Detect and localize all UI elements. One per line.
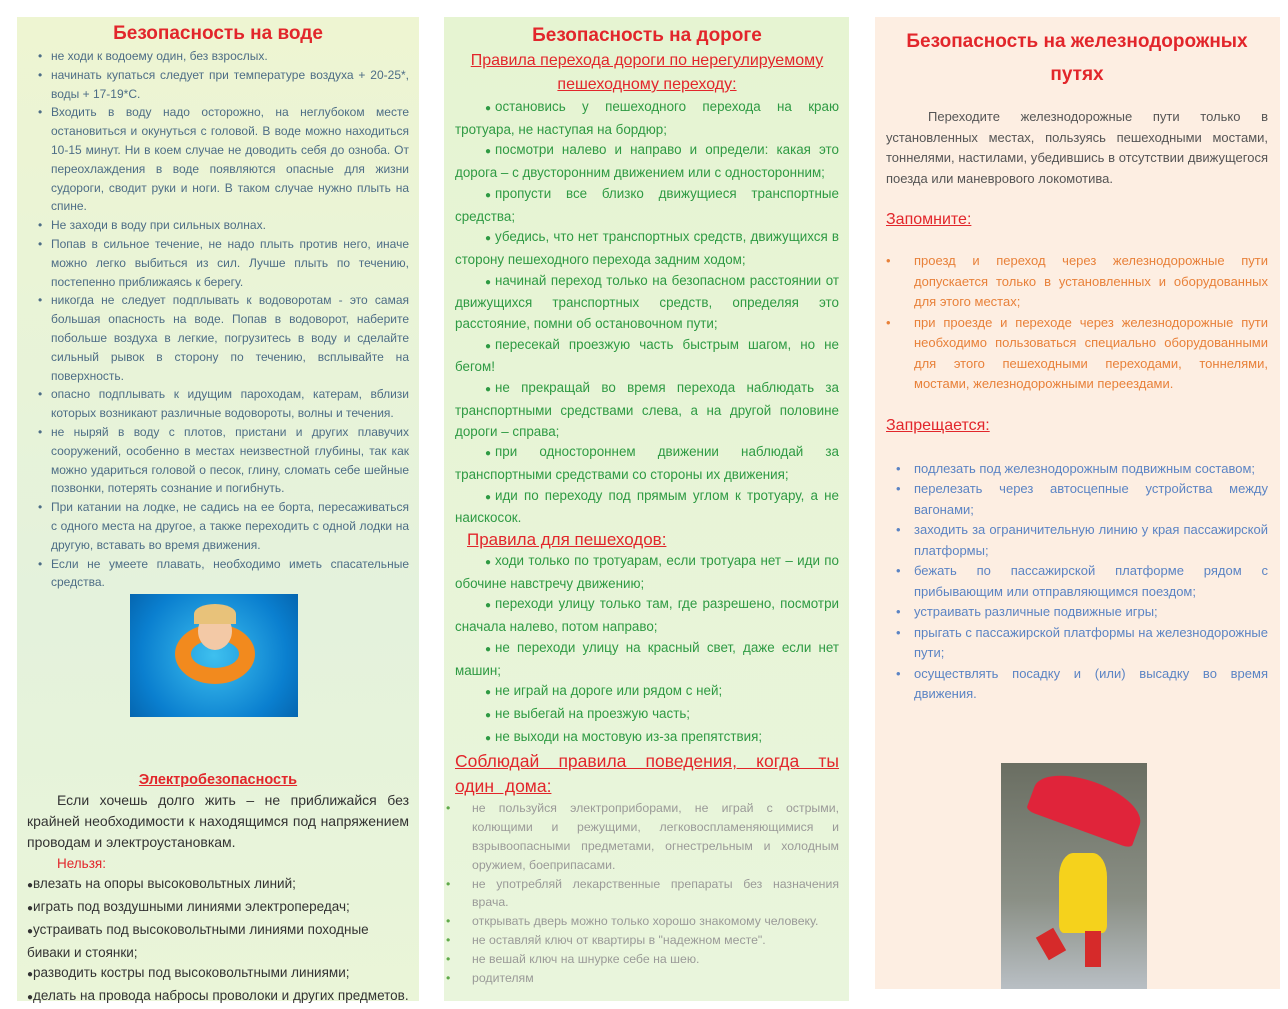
bullet-icon: ● bbox=[484, 709, 491, 721]
crossing-rule bbox=[455, 442, 839, 485]
electric-intro: Если хочешь долго жить – не приближайся без крайней необходимости к находящимся под напряжением проводам и электроустановкам. bbox=[27, 792, 409, 851]
home-alone-rule bbox=[446, 969, 839, 988]
bullet-icon: ● bbox=[484, 643, 491, 655]
home-alone-rule bbox=[446, 912, 839, 931]
rail-forbidden-list bbox=[886, 459, 1268, 705]
electric-rule bbox=[27, 897, 409, 920]
pedestrian-rule bbox=[455, 727, 839, 750]
list-item-text: открывать дверь можно только хорошо знакомому человеку. bbox=[472, 914, 819, 929]
crossing-rule bbox=[455, 335, 839, 378]
pedestrian-rule bbox=[455, 551, 839, 594]
bullet-icon: ● bbox=[27, 969, 34, 981]
water-rules-list bbox=[27, 47, 409, 592]
bullet-icon: ● bbox=[27, 880, 34, 892]
list-item-text: бежать по пассажирской платформе рядом с прибывающим или отправляющимся поездом; bbox=[914, 563, 1268, 599]
rail-title: Безопасность на железнодорожных путях bbox=[906, 31, 1248, 85]
list-item-text: не переходи улицу на красный свет, даже если нет машин; bbox=[455, 639, 839, 678]
bullet-icon: ● bbox=[484, 448, 491, 460]
list-item-text: ходи только по тротуарам, если тротуара нет – иди по обочине навстречу движению; bbox=[455, 553, 839, 591]
home-alone-rule bbox=[446, 875, 839, 913]
list-item-text: делать на провода набросы проволоки и других предметов. bbox=[33, 988, 409, 1004]
list-item-text: не оставляй ключ от квартиры в "надежном месте". bbox=[472, 932, 766, 947]
girl-with-umbrella-image bbox=[1001, 763, 1147, 989]
home-alone-rules-list bbox=[446, 799, 839, 987]
home-alone-rule bbox=[446, 950, 839, 969]
list-item-text: никогда не следует подплывать к водоворотам - это самая большая опасность на воде. Попав в водоворот, наберите побольше воздуха в легкие, погрузитесь в воду и сделайте сильный рывок в сторону по течению, всплывайте на поверхность. bbox=[51, 293, 409, 383]
bullet-icon: ● bbox=[484, 103, 491, 114]
rail-remember-item bbox=[886, 313, 1268, 395]
list-item-text: при проезде и переходе через железнодорожные пути необходимо пользоваться специально оборудованными для этого пешеходными переходами, тоннелями, мостами, железнодорожными переездами. bbox=[914, 314, 1268, 391]
list-item-text: разводить костры под высоковольтными линиями; bbox=[33, 965, 350, 981]
home-alone-rule bbox=[446, 799, 839, 874]
rail-forbidden-item bbox=[896, 479, 1268, 520]
road-subtitle-home-alone: Соблюдай правила поведения, когда ты один дома: bbox=[455, 751, 839, 797]
bullet-icon: ● bbox=[27, 992, 34, 1004]
list-item-text: осуществлять посадку и (или) высадку во время движения. bbox=[914, 665, 1268, 701]
swimming-child-image bbox=[130, 594, 298, 717]
electric-rule bbox=[27, 963, 409, 986]
list-item-text: пересекай проезжую часть быстрым шагом, но не бегом! bbox=[455, 336, 839, 375]
home-alone-rule bbox=[446, 931, 839, 950]
rail-intro: Переходите железнодорожные пути только в установленных местах, пользуясь пешеходными мостами, тоннелями, настилами, убедившись в отсутствии движущегося поезда или маневрового локомотива. bbox=[886, 109, 1268, 186]
list-item-text: не прекращай во время перехода наблюдать за транспортными средствами слева, а на другой половине дороги – справа; bbox=[455, 380, 839, 439]
water-rule bbox=[27, 66, 409, 104]
list-item-text: не употребляй лекарственные препараты без назначения врача. bbox=[472, 876, 839, 910]
water-rule bbox=[27, 423, 409, 498]
pedestrian-rule bbox=[455, 638, 839, 681]
list-item-text: проезд и переход через железнодорожные пути допускается только в установленных и оборудованных для этого местах; bbox=[914, 253, 1268, 309]
list-item-text: опасно подплывать к идущим пароходам, катерам, вблизи которых возникают различные водовороты, волны и течения. bbox=[51, 387, 409, 421]
list-item-text: подлезать под железнодорожным подвижным составом; bbox=[914, 460, 1255, 476]
rail-forbidden-item bbox=[896, 623, 1268, 664]
list-item-text: убедись, что нет транспортных средств, движущихся в сторону пешеходного перехода задним ходом; bbox=[455, 229, 839, 267]
list-item-text: остановись у пешеходного перехода на краю тротуара, не наступая на бордюр; bbox=[455, 99, 839, 137]
rail-forbidden-item bbox=[896, 520, 1268, 561]
water-rule bbox=[27, 216, 409, 235]
road-safety-column bbox=[444, 17, 849, 1001]
pedestrian-rules-list bbox=[455, 551, 839, 749]
list-item-text: не ходи к водоему один, без взрослых. bbox=[51, 49, 268, 63]
water-title: Безопасность на воде bbox=[113, 23, 323, 44]
water-safety-column bbox=[17, 17, 419, 1004]
rail-remember-item bbox=[886, 251, 1268, 313]
rail-forbidden-item bbox=[896, 561, 1268, 602]
crossing-rule bbox=[455, 227, 839, 270]
road-subtitle-pedestrians: Правила для пешеходов: bbox=[467, 530, 667, 550]
list-item-text: начинать купаться следует при температуре воздуха + 20-25*, воды + 17-19*С. bbox=[51, 67, 409, 101]
water-rule bbox=[27, 498, 409, 554]
bullet-icon: ● bbox=[484, 491, 491, 503]
list-item-text: не выходи на мостовую из-за препятствия; bbox=[495, 728, 763, 744]
rail-remember-label: Запомните: bbox=[886, 211, 972, 228]
list-item-text: посмотри налево и направо и определи: какая это дорога – с двусторонним движением или с односторонним; bbox=[455, 142, 839, 181]
crossing-rule bbox=[455, 184, 839, 227]
bullet-icon: ● bbox=[484, 384, 491, 396]
electric-rules-list bbox=[27, 874, 409, 1009]
rail-forbidden-label: Запрещается: bbox=[886, 416, 990, 434]
list-item-text: Не заходи в воду при сильных волнах. bbox=[51, 218, 266, 233]
rail-forbidden-item bbox=[896, 602, 1268, 623]
list-item-text: не ныряй в воду с плотов, пристани и других плавучих сооружений, особенно в местах неизвестной глубины, так как можно удариться головой о песок, глину, сломать себе шейные позвонки, потерять сознание и погибнуть. bbox=[51, 424, 409, 496]
list-item-text: устраивать различные подвижные игры; bbox=[914, 604, 1158, 619]
water-rule bbox=[27, 47, 409, 66]
bullet-icon: ● bbox=[484, 276, 491, 288]
list-item-text: начинай переход только на безопасном расстоянии от движущихся транспортных средств, определяя это расстояние, помни об остановочном пути; bbox=[455, 272, 839, 332]
road-subtitle-crossing: Правила перехода дороги по нерегулируемому пешеходному переходу: bbox=[470, 52, 824, 93]
list-item-text: влезать на опоры высоковольтных линий; bbox=[33, 876, 296, 892]
list-item-text: Попав в сильное течение, не надо плыть против него, иначе можно легко выбиться из сил. Лучше плыть по течению, постепенно приближаясь к берегу. bbox=[51, 236, 409, 289]
rail-forbidden-item bbox=[896, 664, 1268, 705]
crossing-rule bbox=[455, 486, 839, 529]
list-item-text: При катании на лодке, не садись на ее борта, пересаживаться с одного места на другое, а также переходить с одной лодки на другую, вставать во время движения. bbox=[51, 500, 409, 552]
list-item-text: иди по переходу под прямым углом к тротуару, а не наискосок. bbox=[455, 487, 839, 526]
list-item-text: прыгать с пассажирской платформы на железнодорожные пути; bbox=[914, 624, 1268, 660]
list-item-text: не играй на дороге или рядом с ней; bbox=[495, 683, 723, 699]
road-title: Безопасность на дороге bbox=[532, 25, 762, 46]
electric-title: Электробезопасность bbox=[138, 772, 298, 789]
electric-rule bbox=[27, 874, 409, 897]
bullet-icon: ● bbox=[484, 557, 491, 569]
list-item-text: родителям bbox=[472, 970, 534, 985]
list-item-text: устраивать под высоковольтными линиями походные биваки и стоянки; bbox=[27, 921, 369, 960]
bullet-icon: ● bbox=[484, 687, 491, 699]
water-rule bbox=[27, 103, 409, 216]
list-item-text: играть под воздушными линиями электропередач; bbox=[33, 898, 350, 914]
bullet-icon: ● bbox=[484, 146, 491, 158]
bullet-icon: ● bbox=[484, 600, 491, 612]
electric-rule bbox=[27, 920, 409, 964]
bullet-icon: ● bbox=[484, 732, 491, 744]
bullet-icon: ● bbox=[484, 340, 491, 352]
electric-forbidden-label: Нельзя: bbox=[57, 856, 106, 872]
water-rule bbox=[27, 235, 409, 291]
bullet-icon: ● bbox=[484, 233, 491, 245]
rail-remember-list bbox=[886, 251, 1268, 395]
list-item-text: переходи улицу только там, где разрешено, посмотри сначала налево, потом направо; bbox=[455, 596, 839, 635]
pedestrian-rule bbox=[455, 594, 839, 637]
crossing-rule bbox=[455, 140, 839, 183]
list-item-text: не пользуйся электроприборами, не играй с острыми, колющими и режущими, легковоспламеняющимися и взрывоопасными предметами, огнестрельным и холодным оружием, боеприпасами. bbox=[472, 801, 839, 872]
bullet-icon: ● bbox=[27, 902, 34, 914]
bullet-icon: ● bbox=[27, 925, 34, 937]
pedestrian-rule bbox=[455, 704, 839, 727]
list-item-text: не вешай ключ на шнурке себе на шею. bbox=[472, 951, 700, 966]
crossing-rules-list bbox=[455, 97, 839, 529]
list-item-text: при одностороннем движении наблюдай за транспортными средствами со стороны их движения; bbox=[455, 444, 839, 482]
water-rule bbox=[27, 291, 409, 385]
electric-rule bbox=[27, 986, 409, 1009]
crossing-rule bbox=[455, 271, 839, 335]
rail-forbidden-item bbox=[896, 459, 1268, 480]
crossing-rule bbox=[455, 97, 839, 140]
water-rule bbox=[27, 385, 409, 423]
list-item-text: пропусти все близко движущиеся транспортные средства; bbox=[455, 185, 839, 224]
list-item-text: заходить за ограничительную линию у края пассажирской платформы; bbox=[914, 522, 1268, 558]
crossing-rule bbox=[455, 378, 839, 442]
bullet-icon: ● bbox=[484, 189, 491, 201]
list-item-text: Входить в воду надо осторожно, на неглубоком месте остановиться и окунуться с головой. В воде можно находиться 10-15 минут. Ни в коем случае не доводить себя до озноба. От переохлаждения в воде появляются опасные для жизни судороги, сводит руки и ноги. В таком случае нужно плыть на спине. bbox=[51, 105, 409, 214]
list-item-text: не выбегай на проезжую часть; bbox=[495, 705, 691, 721]
water-rule bbox=[27, 555, 409, 593]
list-item-text: перелезать через автосцепные устройства между вагонами; bbox=[914, 481, 1268, 517]
pedestrian-rule bbox=[455, 681, 839, 704]
list-item-text: Если не умеете плавать, необходимо иметь спасательные средства. bbox=[51, 556, 409, 590]
